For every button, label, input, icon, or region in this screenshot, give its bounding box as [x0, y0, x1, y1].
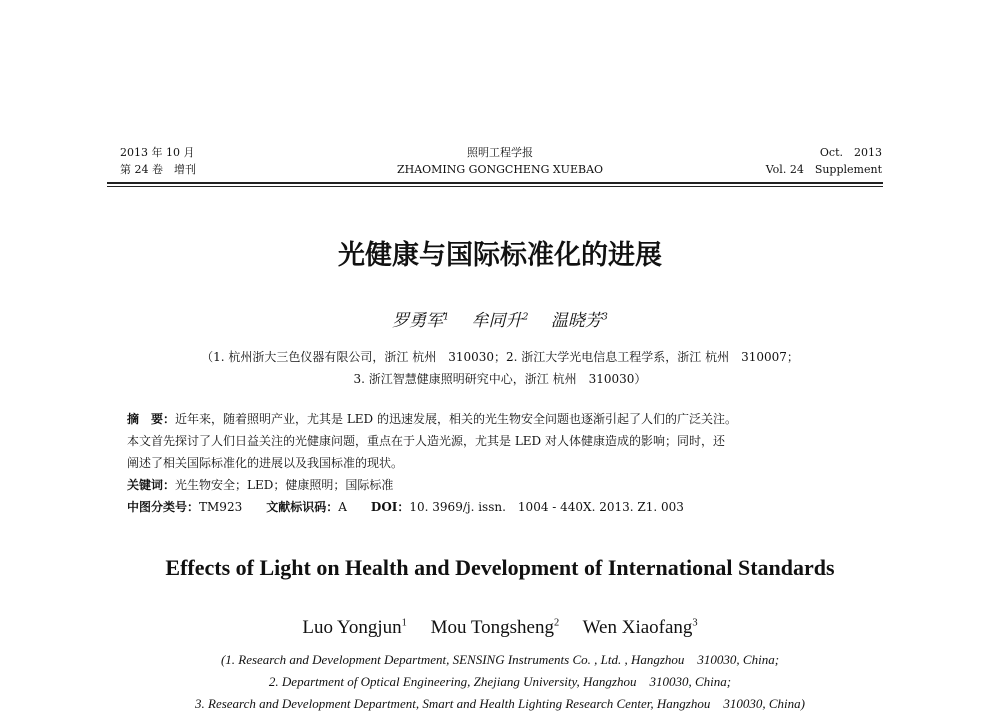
abstract — [127, 408, 737, 518]
affiliations-en — [0, 649, 1000, 715]
affiliation-line: (1. Research and Development Department, SENSING Instruments Co. , Ltd. , Hangzhou 310030, China; — [220, 652, 780, 667]
affiliation-line: （1. 杭州浙大三色仪器有限公司，浙江 杭州 310030；2. 浙江大学光电信息工程学系，浙江 杭州 310007； — [201, 350, 799, 364]
volume-en: Vol. 24 Supplement — [765, 163, 882, 176]
abstract-label: 摘 要： — [127, 412, 176, 426]
title-cn: 光健康与国际标准化的进展 — [338, 240, 662, 271]
volume-cn: 第 24 卷 增刊 — [120, 163, 196, 176]
author: 温晓芳$^3$ — [550, 311, 608, 331]
author: Mou Tongsheng$^2$ — [430, 617, 560, 638]
authors-cn — [0, 306, 1000, 331]
header-right — [766, 144, 882, 178]
author: Wen Xiaofang$^3$ — [582, 617, 698, 638]
abstract-line: 近年来，随着照明产业，尤其是 LED 的迅速发展，相关的光生物安全问题也逐渐引起了人们的广泛关注。 — [175, 412, 737, 426]
issue-date-cn: 2013 年 10 月 — [120, 146, 195, 159]
affiliations-cn — [0, 346, 1000, 390]
abstract-line: 阐述了相关国际标准化的进展以及我国标准的现状。 — [127, 456, 404, 470]
authors-en — [0, 617, 1000, 639]
author: Luo Yongjun$^1$ — [302, 617, 407, 638]
affiliation-line: 3. 浙江智慧健康照明研究中心，浙江 杭州 310030） — [353, 372, 647, 386]
title-en: Effects of Light on Health and Development of International Standards — [165, 555, 835, 580]
keywords: 关键词：光生物安全；LED；健康照明；国际标准 — [127, 478, 394, 492]
abstract-line: 本文首先探讨了人们日益关注的光健康问题，重点在于人造光源，尤其是 LED 对人体健康造成的影响；同时，还 — [127, 434, 725, 448]
journal-name-cn: 照明工程学报 — [467, 146, 533, 159]
journal-name-pinyin: ZHAOMING GONGCHENG XUEBAO — [396, 163, 604, 176]
header-rule — [107, 182, 883, 184]
issue-date-en: Oct. 2013 — [819, 146, 882, 159]
affiliation-line: 2. Department of Optical Engineering, Zhejiang University, Hangzhou 310030, China; — [268, 674, 732, 689]
author: 牟同升$^2$ — [471, 311, 529, 331]
affiliation-line: 3. Research and Development Department, Smart and Health Lighting Research Center, Hangzhou 310030, China) — [195, 696, 805, 711]
header-rule-thin — [107, 186, 883, 187]
author: 罗勇军$^1$ — [392, 311, 450, 331]
classification: 中图分类号：TM923 文献标识码：A DOI：10. 3969/j. issn. 1004 - 440X. 2013. Z1. 003 — [127, 500, 684, 514]
